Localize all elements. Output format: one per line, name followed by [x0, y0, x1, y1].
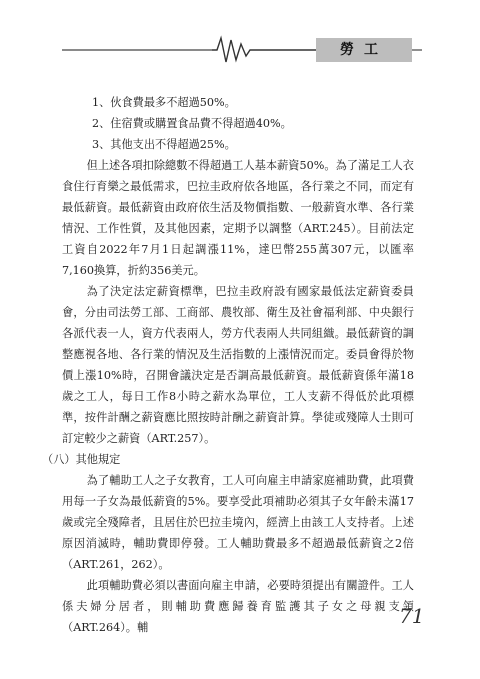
- list-item: 2、住宿費或購置食品費不得超過40%。: [92, 117, 292, 130]
- section-heading: （八）其他規定: [42, 453, 121, 466]
- section-tab: 勞工: [316, 38, 412, 62]
- body-paragraph: 為了輔助工人之子女教育，工人可向雇主申請家庭補助費，此項費用每一子女為最低薪資的5%。要享受此項補助必須其子女年齡未滿17歲或完全殘障者，且居住於巴拉圭境內，經濟上由該工人支持者。上述原因消滅時，輔助費即停發。工人輔助費最多不超過最低薪資之2倍（ART.261，262）。: [62, 474, 414, 571]
- body-paragraph: 為了決定法定薪資標準，巴拉圭政府設有國家最低法定薪資委員會，分由司法勞工部、工商部、農牧部、衛生及社會福利部、中央銀行各派代表一人，資方代表兩人，勞方代表兩人共同組織。最低薪資的調整應視各地、各行業的情況及生活指數的上漲情況而定。委員會得於物價上漲10%時，召開會議決定是否調高最低薪資。最低薪資係年滿18歲之工人，每日工作8小時之薪水為單位，工人支薪不得低於此項標準，按件計酬之薪資應比照按時計酬之薪資計算。學徒或殘障人士則可訂定較少之薪資（ART.257）。: [62, 285, 414, 445]
- page-number: 71: [399, 604, 425, 628]
- page-header: [0, 34, 480, 74]
- body-paragraph: 但上述各項扣除總數不得超過工人基本薪資50%。為了滿足工人衣食住行育樂之最低需求，巴拉圭政府依各地區，各行業之不同，而定有最低薪資。最低薪資由政府依生活及物價指數、一般薪資水準、各行業情況、工作性質，及其他因素，定期予以調整（ART.245）。目前法定工資自2022年7月1日起調漲11%，達巴幣255萬307元，以匯率7,160換算，折約356美元。: [62, 159, 414, 277]
- list-item: 3、其他支出不得超過25%。: [92, 138, 236, 151]
- page-content: [42, 92, 414, 638]
- list-item: 1、伙食費最多不超過50%。: [92, 96, 236, 109]
- body-paragraph: 此項輔助費必須以書面向雇主申請，必要時須提出有關證件。工人係夫婦分居者，則輔助費應歸養育監護其子女之母親支領（ART.264）。輔: [62, 579, 414, 634]
